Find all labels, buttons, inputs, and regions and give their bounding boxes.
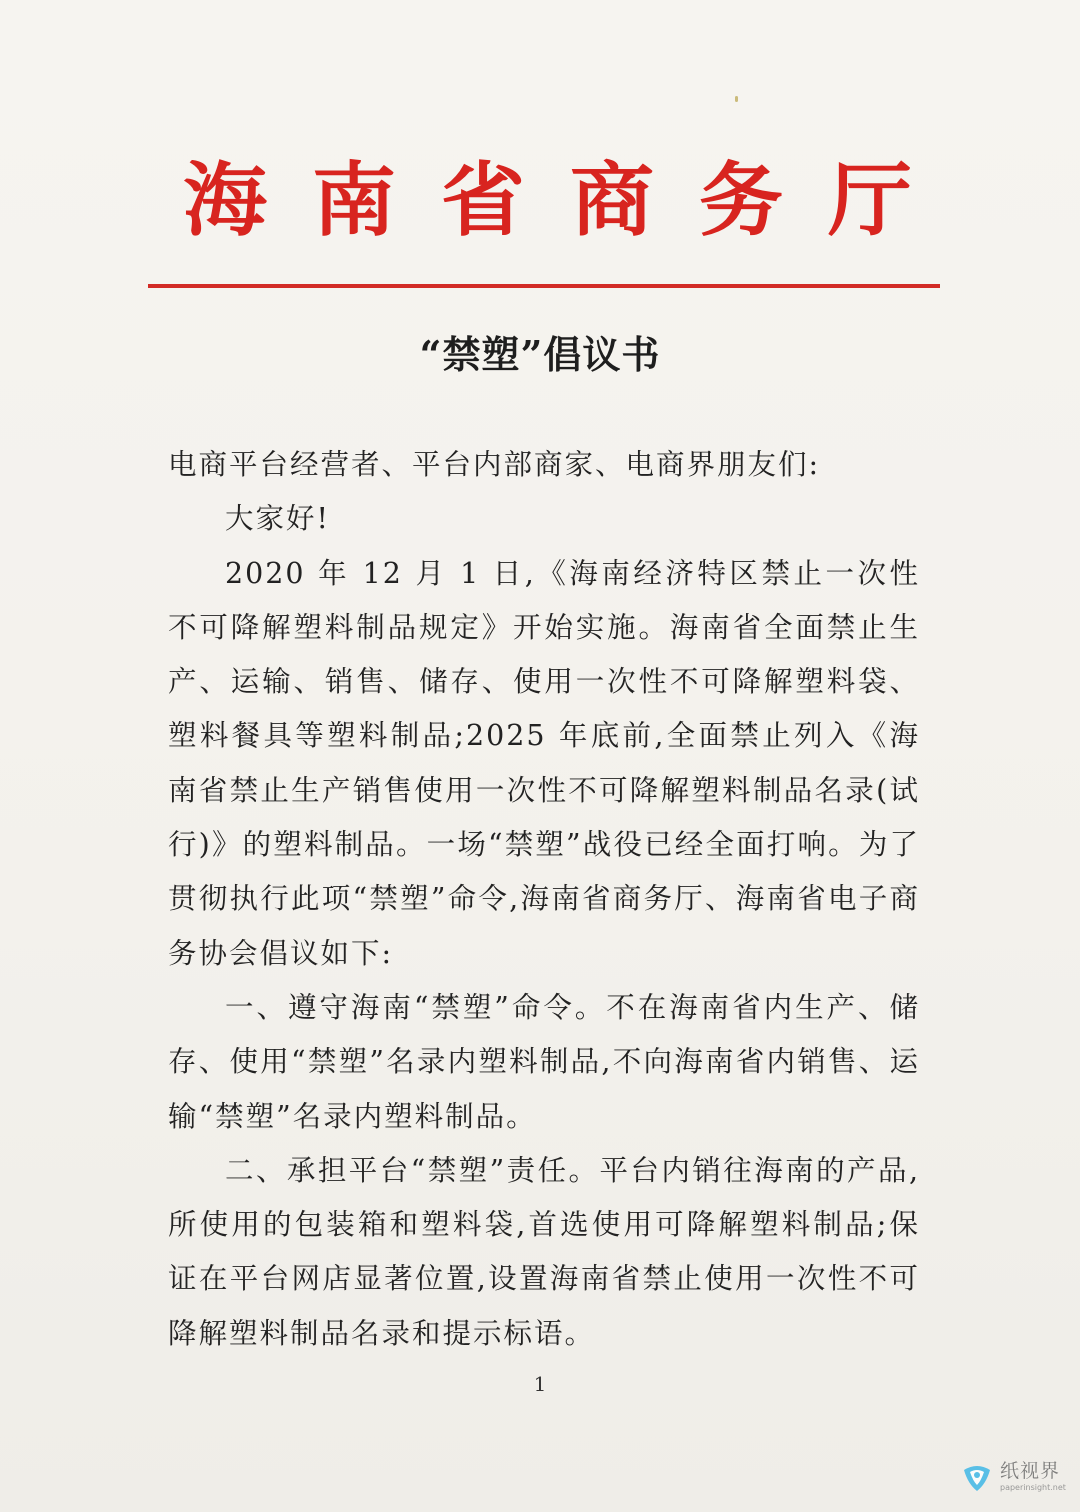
salutation: 电商平台经营者、平台内部商家、电商界朋友们: [168,448,821,481]
paragraph-intro: 2020 年 12 月 1 日,《海南经济特区禁止一次性不可降解塑料制品规定》开始实施。海南省全面禁止生产、运输、销售、储存、使用一次性不可降解塑料袋、塑料餐具等塑料制品;2025 年底前,全面禁止列入《海南省禁止生产销售使用一次性不可降解塑料制品名录(试行)》的塑料制品。一场“禁塑”战役已经全面打响。为了贯彻执行此项“禁塑”命令,海南省商务厅、海南省电子商务协会倡议如下: [168,556,920,970]
paragraph-item-1: 一、遵守海南“禁塑”命令。不在海南省内生产、储存、使用“禁塑”名录内塑料制品,不向海南省内销售、运输“禁塑”名录内塑料制品。 [168,990,920,1133]
letterhead-red-rule [148,284,940,288]
watermark-text [1000,1462,1066,1492]
page-number: 1 [533,1372,547,1396]
letterhead-char: 务 [699,153,783,247]
paragraph-item-2: 二、承担平台“禁塑”责任。平台内销往海南的产品,所使用的包装箱和塑料袋,首选使用可降解塑料制品;保证在平台网店显著位置,设置海南省禁止使用一次性不可降解塑料制品名录和提示标语。 [168,1153,920,1350]
letterhead-char: 南 [312,153,396,247]
letterhead-char: 省 [441,153,525,247]
paper-speck [735,96,738,102]
watermark [960,1448,1070,1506]
paperinsight-logo-icon [960,1460,994,1494]
letterhead-title [150,150,940,250]
letterhead-char: 海 [183,153,267,247]
watermark-name-en: paperinsight.net [1000,1483,1066,1492]
document-title: “禁塑”倡议书 [419,332,661,377]
greeting: 大家好! [225,502,330,536]
watermark-name-cn: 纸视界 [1000,1460,1061,1482]
document-body [168,438,920,1361]
letterhead-char: 厅 [828,153,912,247]
letterhead-char: 商 [570,153,654,247]
